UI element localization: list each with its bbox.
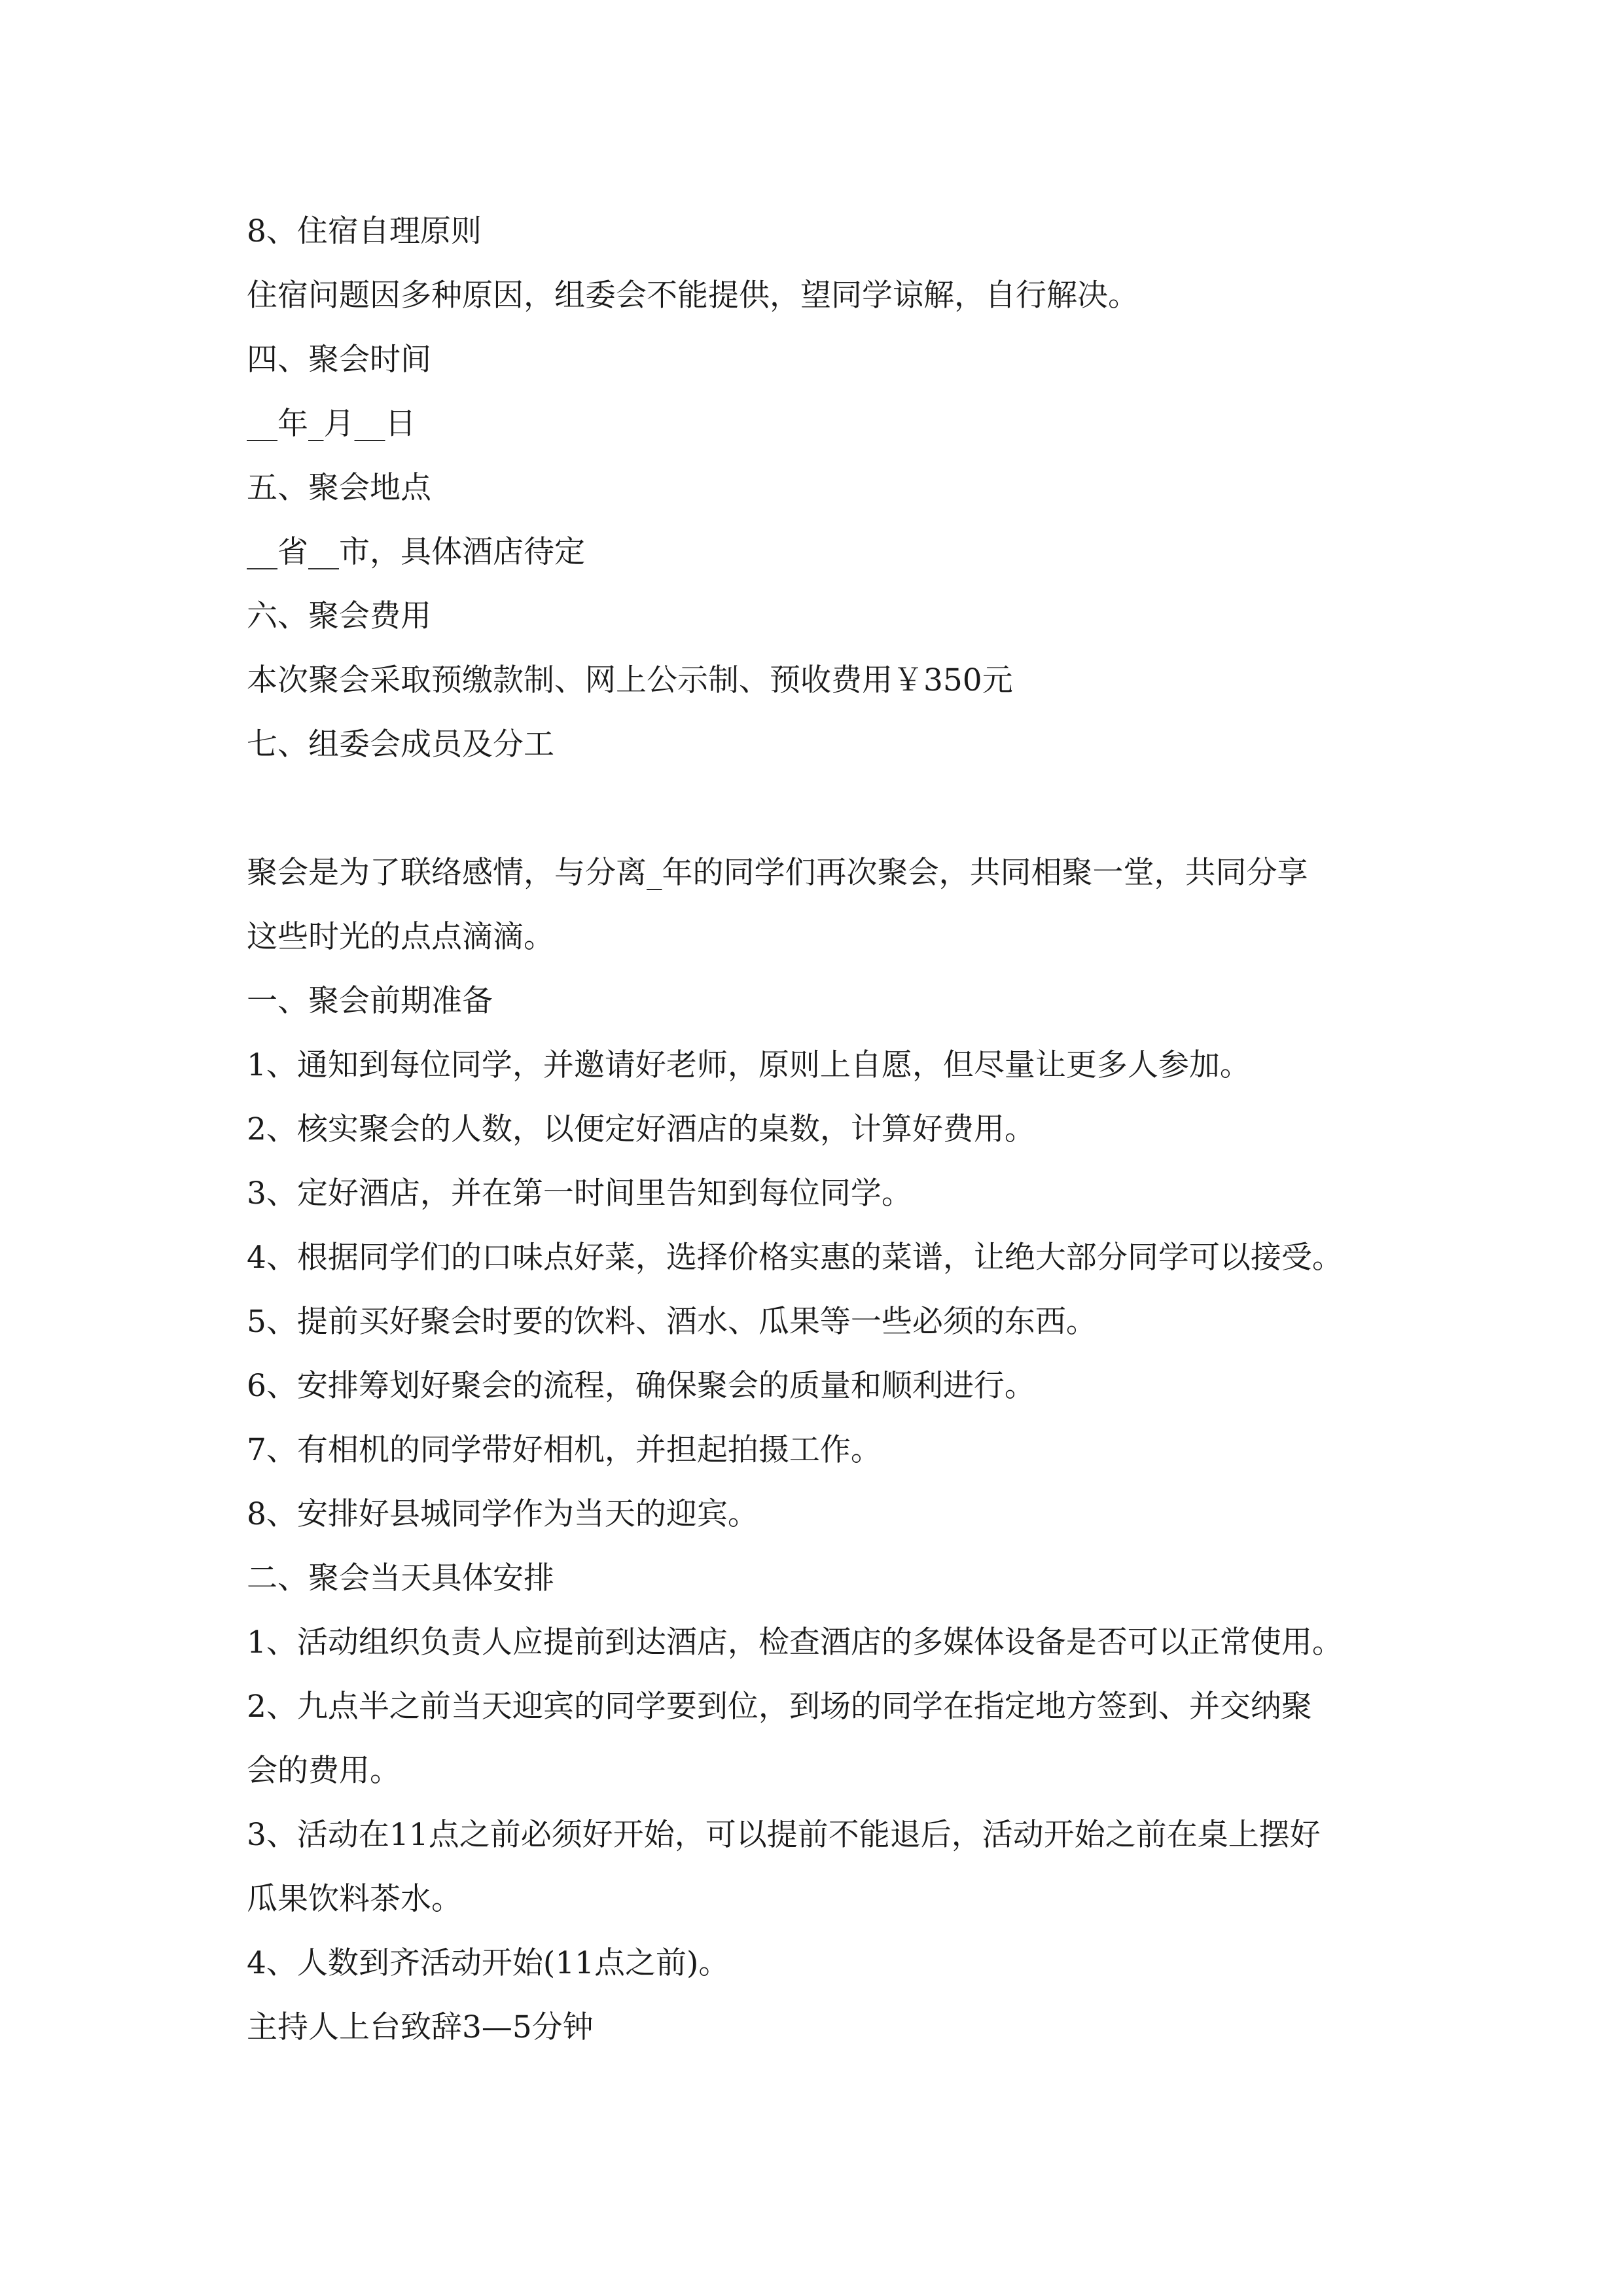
heading-day-arrangement: 二、聚会当天具体安排 [247,1560,554,1596]
list-item-continuation: 会的费用。 [247,1753,401,1789]
heading-accommodation: 8、住宿自理原则 [247,213,482,249]
list-item: 6、安排筹划好聚会的流程，确保聚会的质量和顺利进行。 [247,1368,1035,1404]
list-item: 5、提前买好聚会时要的饮料、酒水、瓜果等一些必须的东西。 [247,1304,1097,1340]
list-item: 3、定好酒店，并在第一时间里告知到每位同学。 [247,1175,912,1211]
paragraph-fees: 本次聚会采取预缴款制、网上公示制、预收费用￥350元 [247,662,1013,698]
paragraph-accommodation: 住宿问题因多种原因，组委会不能提供，望同学谅解，自行解决。 [247,278,1139,314]
heading-time: 四、聚会时间 [247,342,431,378]
paragraph-time: __年_月__日 [247,406,416,442]
intro-line-1: 聚会是为了联络感情，与分离_年的同学们再次聚会，共同相聚一堂，共同分享 [247,855,1308,891]
heading-location: 五、聚会地点 [247,470,431,506]
list-item: 3、活动在11点之前必须好开始，可以提前不能退后，活动开始之前在桌上摆好 [247,1817,1321,1853]
intro-line-2: 这些时光的点点滴滴。 [247,919,554,955]
heading-committee: 七、组委会成员及分工 [247,726,554,762]
paragraph-location: __省__市，具体酒店待定 [247,534,585,570]
list-item: 4、人数到齐活动开始(11点之前)。 [247,1945,730,1981]
list-item: 8、安排好县城同学作为当天的迎宾。 [247,1496,758,1532]
list-item-continuation: 瓜果饮料茶水。 [247,1881,462,1917]
document-body [247,200,1425,2060]
section-gap [247,777,1425,841]
list-item: 1、活动组织负责人应提前到达酒店，检查酒店的多媒体设备是否可以正常使用。 [247,1624,1343,1660]
list-item: 4、根据同学们的口味点好菜，选择价格实惠的菜谱，让绝大部分同学可以接受。 [247,1240,1343,1276]
list-item: 7、有相机的同学带好相机，并担起拍摄工作。 [247,1432,882,1468]
list-item: 1、通知到每位同学，并邀请好老师，原则上自愿，但尽量让更多人参加。 [247,1047,1251,1083]
heading-preparation: 一、聚会前期准备 [247,983,493,1019]
list-item: 2、核实聚会的人数，以便定好酒店的桌数，计算好费用。 [247,1111,1035,1147]
list-item: 2、九点半之前当天迎宾的同学要到位，到场的同学在指定地方签到、并交纳聚 [247,1689,1312,1725]
heading-fees: 六、聚会费用 [247,598,431,634]
paragraph-host-speech: 主持人上台致辞3—5分钟 [247,2009,594,2045]
